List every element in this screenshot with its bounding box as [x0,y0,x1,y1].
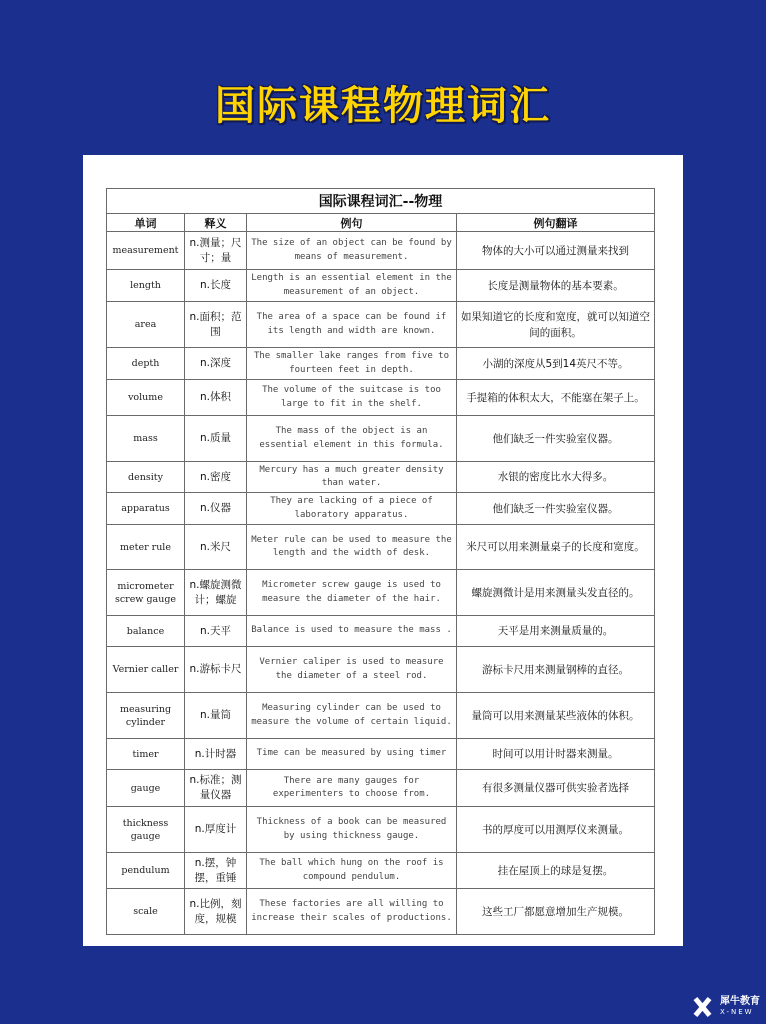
cell-example: The area of a space can be found if its length and width are known. [247,302,457,348]
cell-example: Measuring cylinder can be used to measure the volume of certain liquid. [247,693,457,739]
table-row [107,348,655,380]
cell-example: There are many gauges for experimenters to choose from. [247,770,457,807]
cell-definition: n.天平 [185,616,247,647]
cell-example: Micrometer screw gauge is used to measure the diameter of the hair. [247,570,457,616]
cell-example: The mass of the object is an essential element in this formula. [247,416,457,462]
cell-translation: 量筒可以用来测量某些液体的体积。 [457,693,655,739]
cell-translation: 时间可以用计时器来测量。 [457,739,655,770]
sheet-title: 国际课程词汇--物理 [107,189,655,214]
cell-word: measurement [107,232,185,270]
cell-example: The smaller lake ranges from five to fourteen feet in depth. [247,348,457,380]
cell-word: volume [107,380,185,416]
cell-translation: 有很多测量仪器可供实验者选择 [457,770,655,807]
cell-definition: n.比例，刻度，规模 [185,889,247,935]
cell-translation: 手提箱的体积太大，不能塞在架子上。 [457,380,655,416]
table-row [107,616,655,647]
header-translation: 例句翻译 [457,214,655,232]
cell-definition: n.深度 [185,348,247,380]
cell-translation: 书的厚度可以用测厚仪来测量。 [457,807,655,853]
banner-title: 国际课程物理词汇 [215,83,551,129]
cell-definition: n.质量 [185,416,247,462]
cell-translation: 挂在屋顶上的球是复摆。 [457,853,655,889]
table-row [107,853,655,889]
cell-example: They are lacking of a piece of laboratory apparatus. [247,493,457,525]
cell-word: measuring cylinder [107,693,185,739]
vocab-sheet [83,155,683,946]
table-row [107,739,655,770]
cell-translation: 水银的密度比水大得多。 [457,462,655,493]
cell-definition: n.仪器 [185,493,247,525]
cell-example: Meter rule can be used to measure the length and the width of desk. [247,525,457,570]
cell-translation: 游标卡尺用来测量钢棒的直径。 [457,647,655,693]
table-row [107,493,655,525]
cell-definition: n.标准；测量仪器 [185,770,247,807]
cell-translation: 物体的大小可以通过测量来找到 [457,232,655,270]
cell-definition: n.厚度计 [185,807,247,853]
cell-translation: 如果知道它的长度和宽度，就可以知道空间的面积。 [457,302,655,348]
cell-example: These factories are all willing to increase their scales of productions. [247,889,457,935]
cell-word: meter rule [107,525,185,570]
cell-example: Length is an essential element in the measurement of an object. [247,270,457,302]
table-row [107,889,655,935]
cell-definition: n.米尺 [185,525,247,570]
cell-example: Balance is used to measure the mass . [247,616,457,647]
cell-word: mass [107,416,185,462]
cell-definition: n.量筒 [185,693,247,739]
table-row [107,380,655,416]
cell-example: The volume of the suitcase is too large to fit in the shelf. [247,380,457,416]
cell-word: apparatus [107,493,185,525]
table-row [107,770,655,807]
table-row [107,807,655,853]
cell-example: The size of an object can be found by means of measurement. [247,232,457,270]
cell-translation: 天平是用来测量质量的。 [457,616,655,647]
cell-word: depth [107,348,185,380]
cell-example: Vernier caliper is used to measure the diameter of a steel rod. [247,647,457,693]
cell-translation: 这些工厂都愿意增加生产规模。 [457,889,655,935]
cell-translation: 螺旋测微计是用来测量头发直径的。 [457,570,655,616]
cell-example: Time can be measured by using timer [247,739,457,770]
x-logo-icon [690,996,716,1018]
table-row [107,302,655,348]
table-row [107,416,655,462]
cell-definition: n.游标卡尺 [185,647,247,693]
brand-logo [690,996,760,1018]
cell-translation: 米尺可以用来测量桌子的长度和宽度。 [457,525,655,570]
cell-word: area [107,302,185,348]
cell-word: length [107,270,185,302]
cell-definition: n.测量；尺寸；量 [185,232,247,270]
cell-definition: n.摆，钟摆，重锤 [185,853,247,889]
cell-definition: n.螺旋测微计；螺旋 [185,570,247,616]
cell-word: density [107,462,185,493]
header-example: 例句 [247,214,457,232]
header-definition: 释义 [185,214,247,232]
header-word: 单词 [107,214,185,232]
table-row [107,570,655,616]
logo-name-cn: 犀牛教育 [720,996,760,1007]
cell-example: Thickness of a book can be measured by using thickness gauge. [247,807,457,853]
cell-example: Mercury has a much greater density than water. [247,462,457,493]
cell-translation: 他们缺乏一件实验室仪器。 [457,416,655,462]
cell-word: thickness gauge [107,807,185,853]
cell-definition: n.面积；范围 [185,302,247,348]
cell-definition: n.密度 [185,462,247,493]
cell-word: timer [107,739,185,770]
table-row [107,232,655,270]
cell-definition: n.计时器 [185,739,247,770]
table-row [107,693,655,739]
cell-word: pendulum [107,853,185,889]
logo-name-en: X-NEW [720,1008,754,1016]
table-row [107,462,655,493]
table-row [107,647,655,693]
cell-translation: 小湖的深度从5到14英尺不等。 [457,348,655,380]
cell-word: gauge [107,770,185,807]
cell-translation: 他们缺乏一件实验室仪器。 [457,493,655,525]
table-row [107,270,655,302]
cell-word: scale [107,889,185,935]
cell-definition: n.体积 [185,380,247,416]
cell-definition: n.长度 [185,270,247,302]
vocab-table [106,188,655,935]
cell-word: Vernier caller [107,647,185,693]
cell-translation: 长度是测量物体的基本要素。 [457,270,655,302]
cell-word: micrometer screw gauge [107,570,185,616]
cell-example: The ball which hung on the roof is compound pendulum. [247,853,457,889]
cell-word: balance [107,616,185,647]
table-row [107,525,655,570]
